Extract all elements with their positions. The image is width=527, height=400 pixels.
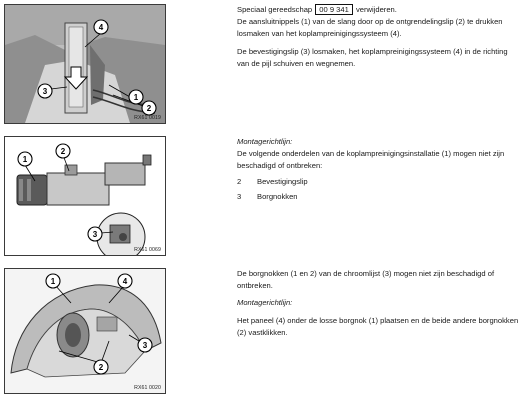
section-1-paragraph-3: De bevestigingslip (3) losmaken, het koplampreinigingssysteem (4) in de richting van de pijl schuiven en wegnemen. [237, 46, 508, 68]
figure-1-callout-3: 3 [42, 87, 48, 96]
section-1-paragraph-2: De aansluitnippels (1) van de slang door op de ontgrendelingslip (2) te drukken losmaken van het koplampreinigingssysteem (4). [237, 17, 503, 39]
figure-2-callout-3: 3 [92, 230, 98, 239]
tool-number: 00 9 341 [315, 4, 353, 15]
figure-3-callout-3: 3 [142, 341, 148, 350]
tool-line-suffix: verwijderen. [353, 5, 397, 14]
figure-2-illustration [5, 137, 165, 255]
figure-2 [4, 136, 166, 256]
figure-1-illustration [5, 5, 165, 123]
tool-line-prefix: Speciaal gereedschap [237, 5, 315, 14]
list-item-number: 3 [237, 191, 242, 201]
section-3-paragraph-2: Het paneel (4) onder de losse borgnok (1) plaatsen en de beide andere borgnokken (2) vastklikken. [237, 315, 519, 337]
figure-2-code: RX61 0069 [134, 247, 161, 253]
figure-2-callout-2: 2 [60, 147, 66, 156]
section-2-paragraph-1: De volgende onderdelen van de koplampreinigingsinstallatie (1) mogen niet zijn beschadigd of ontbreken: [237, 149, 505, 171]
figure-2-callout-1: 1 [22, 155, 28, 164]
list-item [237, 191, 521, 203]
figure-3-callout-1: 1 [50, 277, 56, 286]
figure-3-callout-4: 4 [122, 277, 128, 286]
figure-1-callout-4: 4 [98, 23, 104, 32]
figure-1-code: RX61 0019 [134, 115, 161, 121]
figure-1 [4, 4, 166, 124]
section-1 [237, 4, 521, 70]
list-item-number: 2 [237, 176, 242, 186]
list-item-text: Bevestigingslip [257, 176, 308, 186]
figure-3-callout-2: 2 [98, 363, 104, 372]
list-item-text: Borgnokken [257, 191, 298, 201]
figure-1-callout-2: 2 [146, 104, 152, 113]
section-2 [237, 136, 521, 203]
figure-3 [4, 268, 166, 394]
section-3-heading: Montagerichtlijn: [237, 298, 293, 308]
section-2-heading: Montagerichtlijn: [237, 137, 293, 146]
figure-3-illustration [5, 269, 165, 393]
section-3-paragraph-1: De borgnokken (1 en 2) van de chroomlijst (3) mogen niet zijn beschadigd of ontbreken. [237, 269, 495, 291]
figure-3-code: RX61 0020 [134, 385, 161, 391]
figure-1-callout-1: 1 [133, 93, 139, 102]
section-1-tool-line [237, 4, 521, 16]
section-3 [237, 268, 521, 339]
list-item [237, 176, 521, 188]
